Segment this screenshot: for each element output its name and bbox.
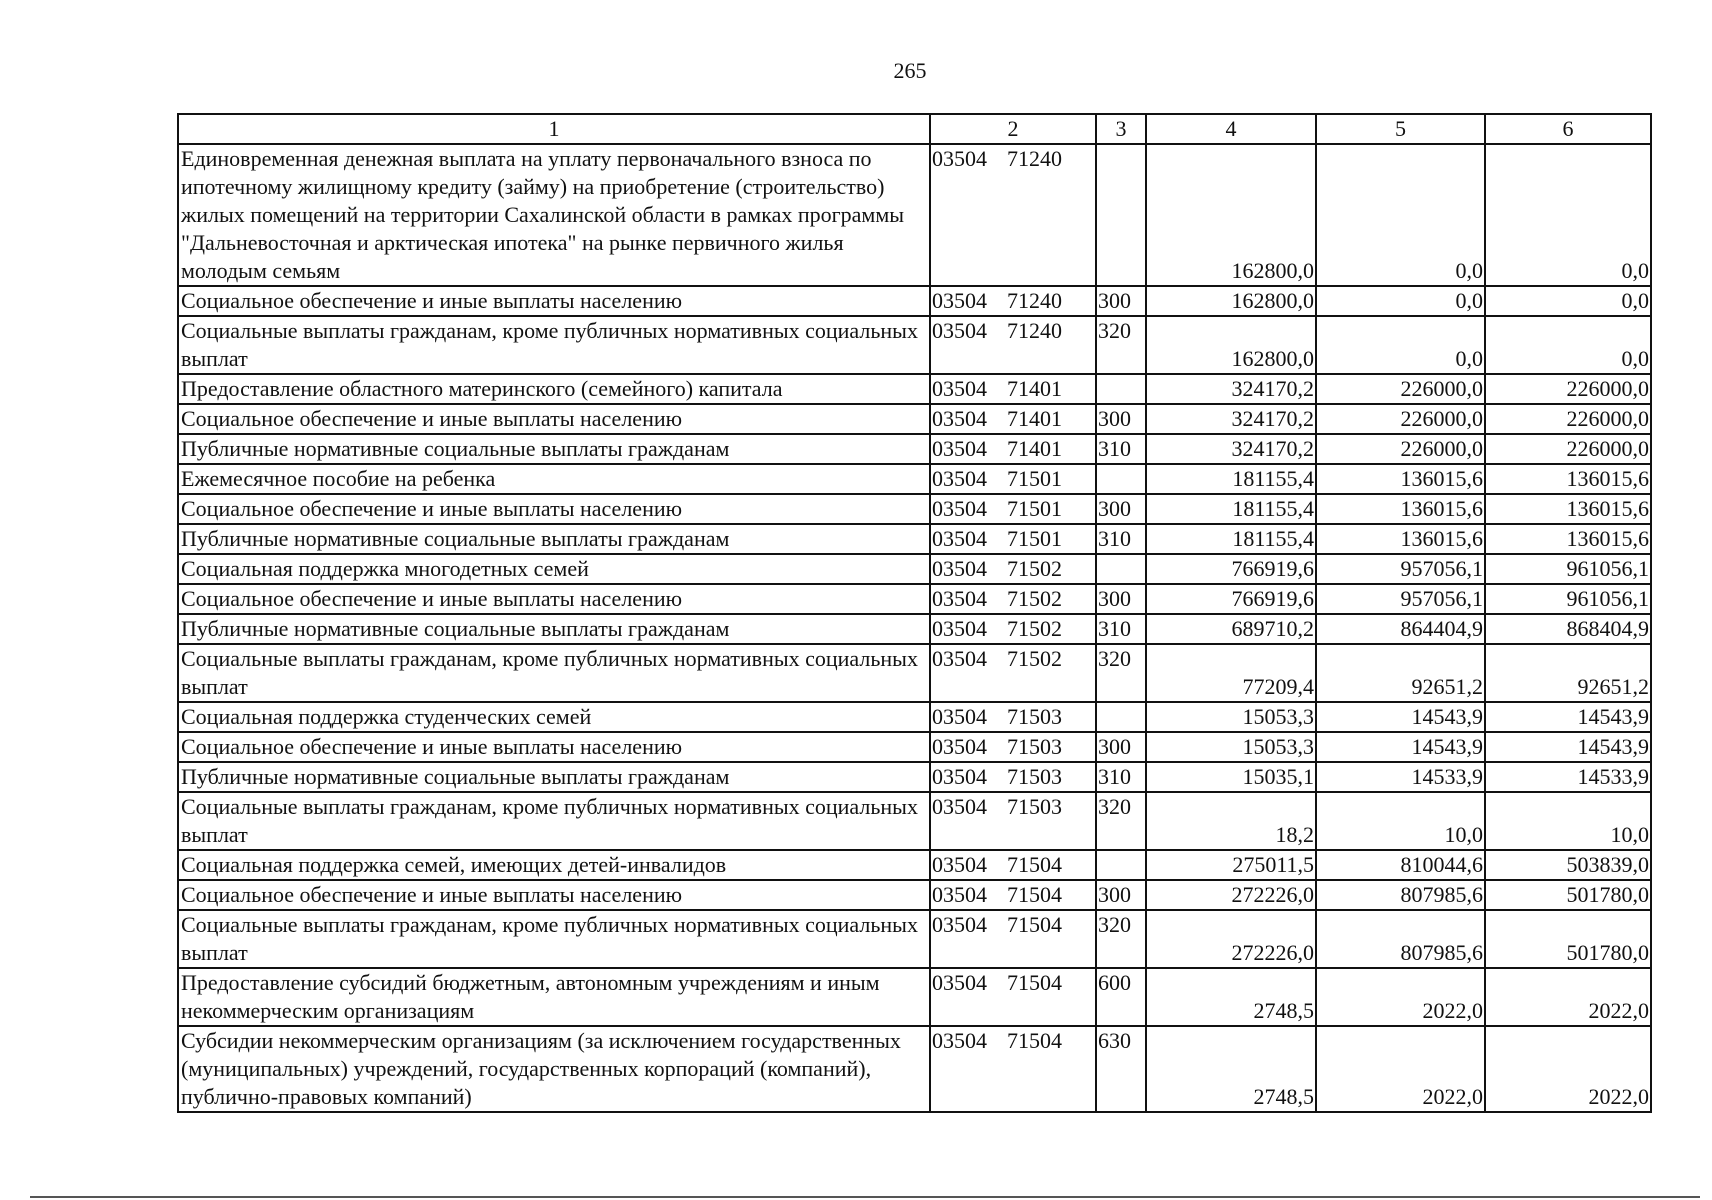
row-expense-type [1096, 374, 1146, 404]
row-amount-col6: 868404,9 [1485, 614, 1651, 644]
row-name: Субсидии некоммерческим организациям (за исключением государственных (муниципальных) учреждений, государственных корпораций (компаний), публично-правовых компаний) [178, 1026, 930, 1112]
row-amount-col4: 2748,5 [1146, 968, 1316, 1026]
row-amount-col5: 864404,9 [1316, 614, 1485, 644]
row-amount-col6: 961056,1 [1485, 584, 1651, 614]
row-code-program: 03504 [932, 586, 987, 611]
row-expense-type: 320 [1096, 316, 1146, 374]
table-row [178, 374, 1651, 404]
row-code-program: 03504 [932, 496, 987, 521]
table-row [178, 554, 1651, 584]
row-code [930, 584, 1096, 614]
table-row [178, 614, 1651, 644]
row-code-program: 03504 [932, 704, 987, 729]
row-expense-type: 300 [1096, 732, 1146, 762]
row-name: Социальное обеспечение и иные выплаты населению [178, 584, 930, 614]
row-name: Социальные выплаты гражданам, кроме публичных нормативных социальных выплат [178, 910, 930, 968]
row-expense-type: 300 [1096, 494, 1146, 524]
column-header-3: 3 [1096, 114, 1146, 144]
table-row [178, 464, 1651, 494]
row-code-direction: 71502 [1007, 616, 1062, 641]
row-code-program: 03504 [932, 436, 987, 461]
row-amount-col4: 18,2 [1146, 792, 1316, 850]
row-code [930, 850, 1096, 880]
row-amount-col5: 136015,6 [1316, 464, 1485, 494]
row-code [930, 644, 1096, 702]
row-code-program: 03504 [932, 794, 987, 819]
table-row [178, 910, 1651, 968]
row-amount-col6: 92651,2 [1485, 644, 1651, 702]
row-amount-col4: 272226,0 [1146, 880, 1316, 910]
row-expense-type: 300 [1096, 880, 1146, 910]
row-code-program: 03504 [932, 852, 987, 877]
row-expense-type: 320 [1096, 792, 1146, 850]
row-code-direction: 71502 [1007, 646, 1062, 671]
row-amount-col6: 226000,0 [1485, 404, 1651, 434]
row-amount-col5: 10,0 [1316, 792, 1485, 850]
column-header-4: 4 [1146, 114, 1316, 144]
row-code-direction: 71401 [1007, 406, 1062, 431]
row-expense-type [1096, 464, 1146, 494]
row-amount-col6: 14533,9 [1485, 762, 1651, 792]
row-code-program: 03504 [932, 970, 987, 995]
table-row [178, 762, 1651, 792]
table-row [178, 494, 1651, 524]
row-code-program: 03504 [932, 376, 987, 401]
row-name: Ежемесячное пособие на ребенка [178, 464, 930, 494]
row-amount-col5: 92651,2 [1316, 644, 1485, 702]
row-expense-type: 630 [1096, 1026, 1146, 1112]
row-code [930, 968, 1096, 1026]
row-expense-type [1096, 144, 1146, 286]
row-expense-type: 320 [1096, 644, 1146, 702]
row-amount-col4: 181155,4 [1146, 494, 1316, 524]
row-code-program: 03504 [932, 1028, 987, 1053]
row-expense-type [1096, 850, 1146, 880]
row-amount-col6: 2022,0 [1485, 1026, 1651, 1112]
row-name: Социальное обеспечение и иные выплаты населению [178, 286, 930, 316]
row-amount-col4: 181155,4 [1146, 524, 1316, 554]
row-expense-type: 300 [1096, 404, 1146, 434]
row-name: Публичные нормативные социальные выплаты гражданам [178, 524, 930, 554]
row-name: Социальные выплаты гражданам, кроме публичных нормативных социальных выплат [178, 644, 930, 702]
row-code [930, 614, 1096, 644]
row-amount-col5: 226000,0 [1316, 404, 1485, 434]
row-code [930, 144, 1096, 286]
row-code [930, 494, 1096, 524]
row-code-program: 03504 [932, 912, 987, 937]
row-code-direction: 71240 [1007, 146, 1062, 171]
row-name: Социальная поддержка многодетных семей [178, 554, 930, 584]
row-name: Предоставление субсидий бюджетным, автономным учреждениям и иным некоммерческим организациям [178, 968, 930, 1026]
row-amount-col4: 689710,2 [1146, 614, 1316, 644]
row-code-direction: 71504 [1007, 912, 1062, 937]
table-row [178, 316, 1651, 374]
row-amount-col6: 2022,0 [1485, 968, 1651, 1026]
row-code-direction: 71502 [1007, 586, 1062, 611]
row-name: Социальные выплаты гражданам, кроме публичных нормативных социальных выплат [178, 792, 930, 850]
row-name: Предоставление областного материнского (семейного) капитала [178, 374, 930, 404]
row-amount-col6: 0,0 [1485, 144, 1651, 286]
row-expense-type [1096, 554, 1146, 584]
table-header [178, 114, 1651, 144]
row-code-direction: 71503 [1007, 734, 1062, 759]
row-code [930, 524, 1096, 554]
row-amount-col4: 2748,5 [1146, 1026, 1316, 1112]
table-row [178, 584, 1651, 614]
row-expense-type: 300 [1096, 286, 1146, 316]
row-code-program: 03504 [932, 734, 987, 759]
row-amount-col4: 272226,0 [1146, 910, 1316, 968]
row-code-direction: 71501 [1007, 496, 1062, 521]
row-code-program: 03504 [932, 318, 987, 343]
row-amount-col6: 226000,0 [1485, 374, 1651, 404]
row-code-direction: 71503 [1007, 764, 1062, 789]
table-row [178, 404, 1651, 434]
row-amount-col6: 501780,0 [1485, 880, 1651, 910]
row-code-program: 03504 [932, 146, 987, 171]
row-code-direction: 71401 [1007, 436, 1062, 461]
row-amount-col4: 766919,6 [1146, 554, 1316, 584]
row-code [930, 404, 1096, 434]
row-code [930, 464, 1096, 494]
page-number: 265 [893, 58, 927, 83]
row-expense-type: 310 [1096, 434, 1146, 464]
row-amount-col5: 0,0 [1316, 316, 1485, 374]
row-code-program: 03504 [932, 882, 987, 907]
column-header-5: 5 [1316, 114, 1485, 144]
column-header-2: 2 [930, 114, 1096, 144]
row-amount-col4: 162800,0 [1146, 144, 1316, 286]
table-row [178, 1026, 1651, 1112]
row-amount-col6: 14543,9 [1485, 732, 1651, 762]
table-row [178, 880, 1651, 910]
row-code [930, 762, 1096, 792]
table-row [178, 434, 1651, 464]
row-code-direction: 71501 [1007, 526, 1062, 551]
row-code [930, 792, 1096, 850]
row-code-direction: 71504 [1007, 970, 1062, 995]
row-code-direction: 71504 [1007, 1028, 1062, 1053]
table-row [178, 644, 1651, 702]
row-code-program: 03504 [932, 616, 987, 641]
row-amount-col5: 0,0 [1316, 144, 1485, 286]
row-amount-col4: 766919,6 [1146, 584, 1316, 614]
row-code [930, 702, 1096, 732]
row-code-direction: 71503 [1007, 794, 1062, 819]
row-expense-type: 320 [1096, 910, 1146, 968]
row-amount-col5: 14543,9 [1316, 702, 1485, 732]
row-amount-col4: 181155,4 [1146, 464, 1316, 494]
row-amount-col5: 2022,0 [1316, 968, 1485, 1026]
row-amount-col5: 0,0 [1316, 286, 1485, 316]
row-code-program: 03504 [932, 288, 987, 313]
column-header-1: 1 [178, 114, 930, 144]
row-amount-col5: 14543,9 [1316, 732, 1485, 762]
table-row [178, 702, 1651, 732]
row-code-direction: 71240 [1007, 318, 1062, 343]
row-amount-col5: 807985,6 [1316, 910, 1485, 968]
row-name: Публичные нормативные социальные выплаты гражданам [178, 762, 930, 792]
row-code-program: 03504 [932, 764, 987, 789]
row-amount-col6: 10,0 [1485, 792, 1651, 850]
row-code-direction: 71502 [1007, 556, 1062, 581]
table-row [178, 850, 1651, 880]
row-amount-col6: 136015,6 [1485, 494, 1651, 524]
row-name: Социальное обеспечение и иные выплаты населению [178, 732, 930, 762]
row-amount-col5: 136015,6 [1316, 494, 1485, 524]
row-code-program: 03504 [932, 466, 987, 491]
row-code-direction: 71504 [1007, 852, 1062, 877]
row-code [930, 374, 1096, 404]
row-amount-col4: 324170,2 [1146, 434, 1316, 464]
row-amount-col6: 0,0 [1485, 286, 1651, 316]
header-row [178, 114, 1651, 144]
row-amount-col6: 14543,9 [1485, 702, 1651, 732]
row-expense-type: 310 [1096, 524, 1146, 554]
row-code [930, 286, 1096, 316]
row-amount-col5: 226000,0 [1316, 374, 1485, 404]
row-code [930, 554, 1096, 584]
row-code-direction: 71501 [1007, 466, 1062, 491]
row-amount-col5: 226000,0 [1316, 434, 1485, 464]
row-code-program: 03504 [932, 556, 987, 581]
row-name: Социальная поддержка студенческих семей [178, 702, 930, 732]
row-code [930, 434, 1096, 464]
row-name: Публичные нормативные социальные выплаты гражданам [178, 614, 930, 644]
table-row [178, 968, 1651, 1026]
row-amount-col4: 15053,3 [1146, 732, 1316, 762]
row-amount-col6: 0,0 [1485, 316, 1651, 374]
row-amount-col6: 501780,0 [1485, 910, 1651, 968]
row-amount-col4: 77209,4 [1146, 644, 1316, 702]
row-amount-col6: 961056,1 [1485, 554, 1651, 584]
row-name: Публичные нормативные социальные выплаты гражданам [178, 434, 930, 464]
row-code-direction: 71401 [1007, 376, 1062, 401]
row-code-direction: 71504 [1007, 882, 1062, 907]
row-amount-col4: 162800,0 [1146, 316, 1316, 374]
row-amount-col6: 503839,0 [1485, 850, 1651, 880]
row-amount-col5: 807985,6 [1316, 880, 1485, 910]
row-name: Социальное обеспечение и иные выплаты населению [178, 880, 930, 910]
row-expense-type: 310 [1096, 614, 1146, 644]
row-amount-col4: 15035,1 [1146, 762, 1316, 792]
row-amount-col5: 957056,1 [1316, 584, 1485, 614]
row-code [930, 732, 1096, 762]
row-code [930, 1026, 1096, 1112]
table-body [178, 144, 1651, 1112]
row-name: Единовременная денежная выплата на уплату первоначального взноса по ипотечному жилищному кредиту (займу) на приобретение (строительство) жилых помещений на территории Сахалинской области в рамках программы "Дальневосточная и арктическая ипотека" на рынке первичного жилья молодым семьям [178, 144, 930, 286]
row-name: Социальное обеспечение и иные выплаты населению [178, 494, 930, 524]
budget-table [177, 113, 1652, 1113]
row-code-direction: 71503 [1007, 704, 1062, 729]
row-amount-col4: 275011,5 [1146, 850, 1316, 880]
row-expense-type: 300 [1096, 584, 1146, 614]
row-expense-type: 310 [1096, 762, 1146, 792]
row-amount-col5: 810044,6 [1316, 850, 1485, 880]
column-header-6: 6 [1485, 114, 1651, 144]
row-name: Социальные выплаты гражданам, кроме публичных нормативных социальных выплат [178, 316, 930, 374]
row-code-direction: 71240 [1007, 288, 1062, 313]
table-row [178, 732, 1651, 762]
row-expense-type [1096, 702, 1146, 732]
scan-edge-line [30, 1196, 1700, 1198]
table-row [178, 286, 1651, 316]
row-expense-type: 600 [1096, 968, 1146, 1026]
row-amount-col6: 136015,6 [1485, 524, 1651, 554]
row-amount-col6: 136015,6 [1485, 464, 1651, 494]
row-code-program: 03504 [932, 646, 987, 671]
row-amount-col5: 957056,1 [1316, 554, 1485, 584]
row-name: Социальная поддержка семей, имеющих детей-инвалидов [178, 850, 930, 880]
row-name: Социальное обеспечение и иные выплаты населению [178, 404, 930, 434]
row-amount-col4: 324170,2 [1146, 404, 1316, 434]
row-code-program: 03504 [932, 526, 987, 551]
row-amount-col5: 14533,9 [1316, 762, 1485, 792]
row-amount-col4: 162800,0 [1146, 286, 1316, 316]
row-amount-col5: 136015,6 [1316, 524, 1485, 554]
table-row [178, 792, 1651, 850]
row-code [930, 910, 1096, 968]
table-row [178, 144, 1651, 286]
table-row [178, 524, 1651, 554]
row-code [930, 316, 1096, 374]
row-amount-col6: 226000,0 [1485, 434, 1651, 464]
row-code-program: 03504 [932, 406, 987, 431]
row-amount-col5: 2022,0 [1316, 1026, 1485, 1112]
row-code [930, 880, 1096, 910]
row-amount-col4: 15053,3 [1146, 702, 1316, 732]
row-amount-col4: 324170,2 [1146, 374, 1316, 404]
